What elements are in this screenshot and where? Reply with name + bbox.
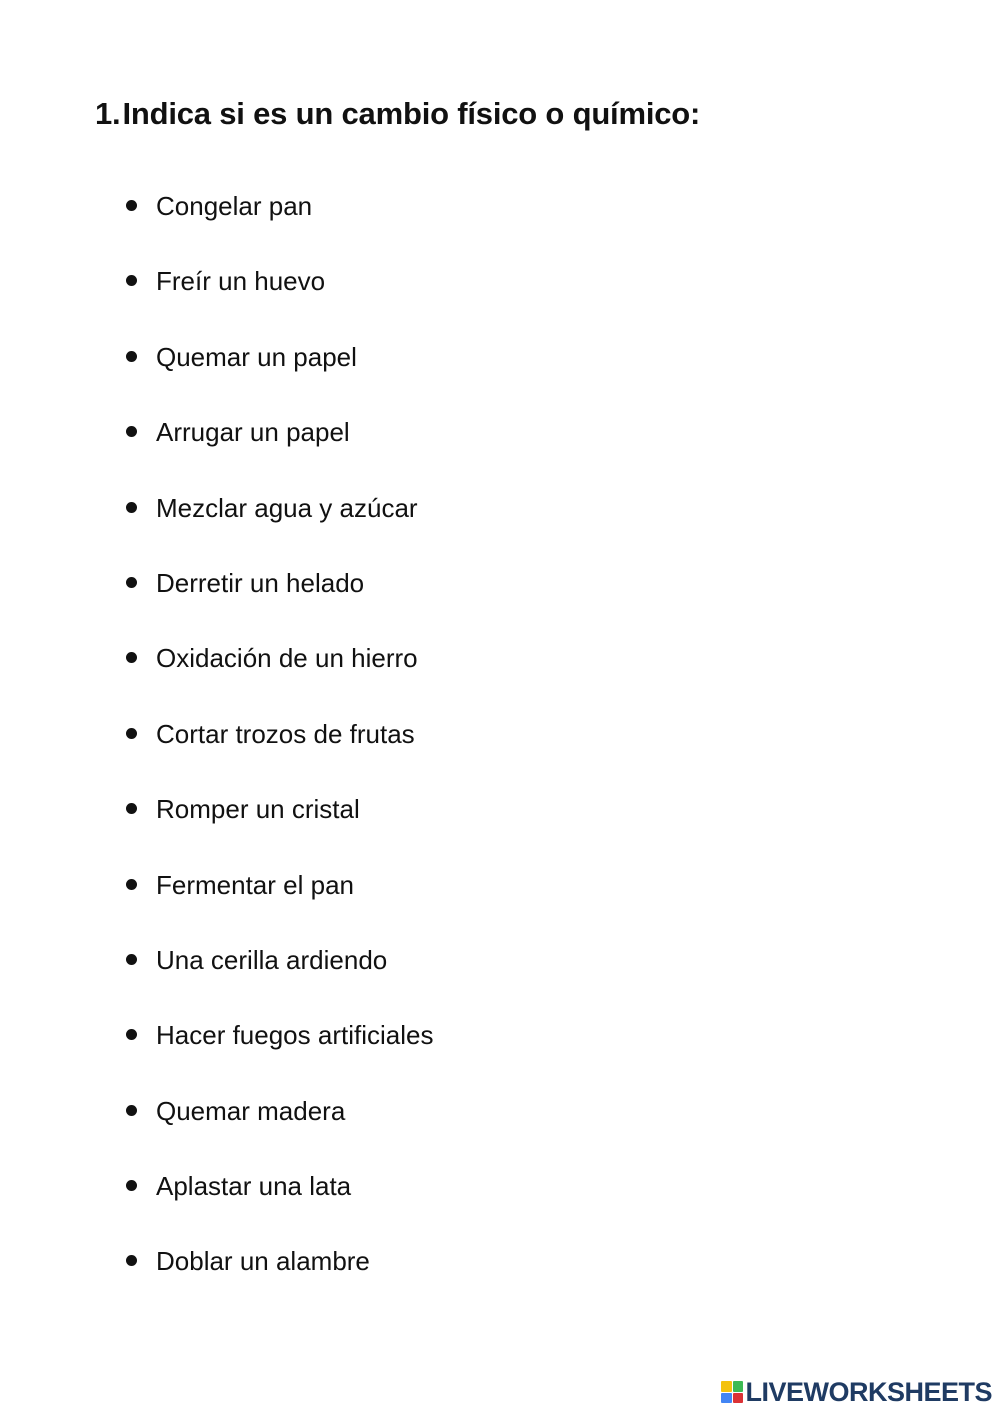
bullet-icon xyxy=(126,879,137,890)
item-text: Una cerilla ardiendo xyxy=(156,944,388,975)
liveworksheets-logo-icon xyxy=(721,1381,743,1403)
item-text: Congelar pan xyxy=(156,191,313,221)
bullet-icon xyxy=(126,426,137,437)
logo-square-red xyxy=(733,1393,744,1404)
question-number: 1. xyxy=(95,96,121,131)
item-text: Quemar madera xyxy=(156,1095,346,1126)
bullet-icon xyxy=(126,351,137,362)
bullet-icon xyxy=(126,652,137,663)
bullet-icon xyxy=(126,1255,137,1266)
logo-square-green xyxy=(733,1381,744,1392)
item-text: Oxidación de un hierro xyxy=(156,643,418,674)
question-heading xyxy=(95,96,700,132)
item-text: Doblar un alambre xyxy=(156,1246,370,1277)
logo-square-yellow xyxy=(721,1381,732,1392)
bullet-icon xyxy=(126,200,137,211)
item-text: Freír un huevo xyxy=(156,266,326,297)
bullet-icon xyxy=(126,954,137,965)
bullet-icon xyxy=(126,275,137,286)
item-text: Fermentar el pan xyxy=(156,869,354,900)
bullet-icon xyxy=(126,1180,137,1191)
item-text: Quemar un papel xyxy=(156,341,357,372)
bullet-icon xyxy=(126,577,137,588)
item-text: Mezclar agua y azúcar xyxy=(156,492,418,523)
bullet-icon xyxy=(126,1105,137,1116)
bullet-icon xyxy=(126,728,137,739)
item-text: Romper un cristal xyxy=(156,794,360,825)
brand-name: LIVEWORKSHEETS xyxy=(745,1376,992,1407)
bullet-icon xyxy=(126,1029,137,1040)
item-text: Cortar trozos de frutas xyxy=(156,718,415,749)
item-text: Hacer fuegos artificiales xyxy=(156,1020,434,1051)
item-text: Aplastar una lata xyxy=(156,1171,352,1202)
item-text: Derretir un helado xyxy=(156,567,365,598)
item-text: Arrugar un papel xyxy=(156,417,350,448)
liveworksheets-watermark xyxy=(721,1377,992,1407)
logo-square-blue xyxy=(721,1393,732,1404)
question-title: Indica si es un cambio físico o químico: xyxy=(122,96,701,131)
bullet-icon xyxy=(126,803,137,814)
bullet-icon xyxy=(126,502,137,513)
